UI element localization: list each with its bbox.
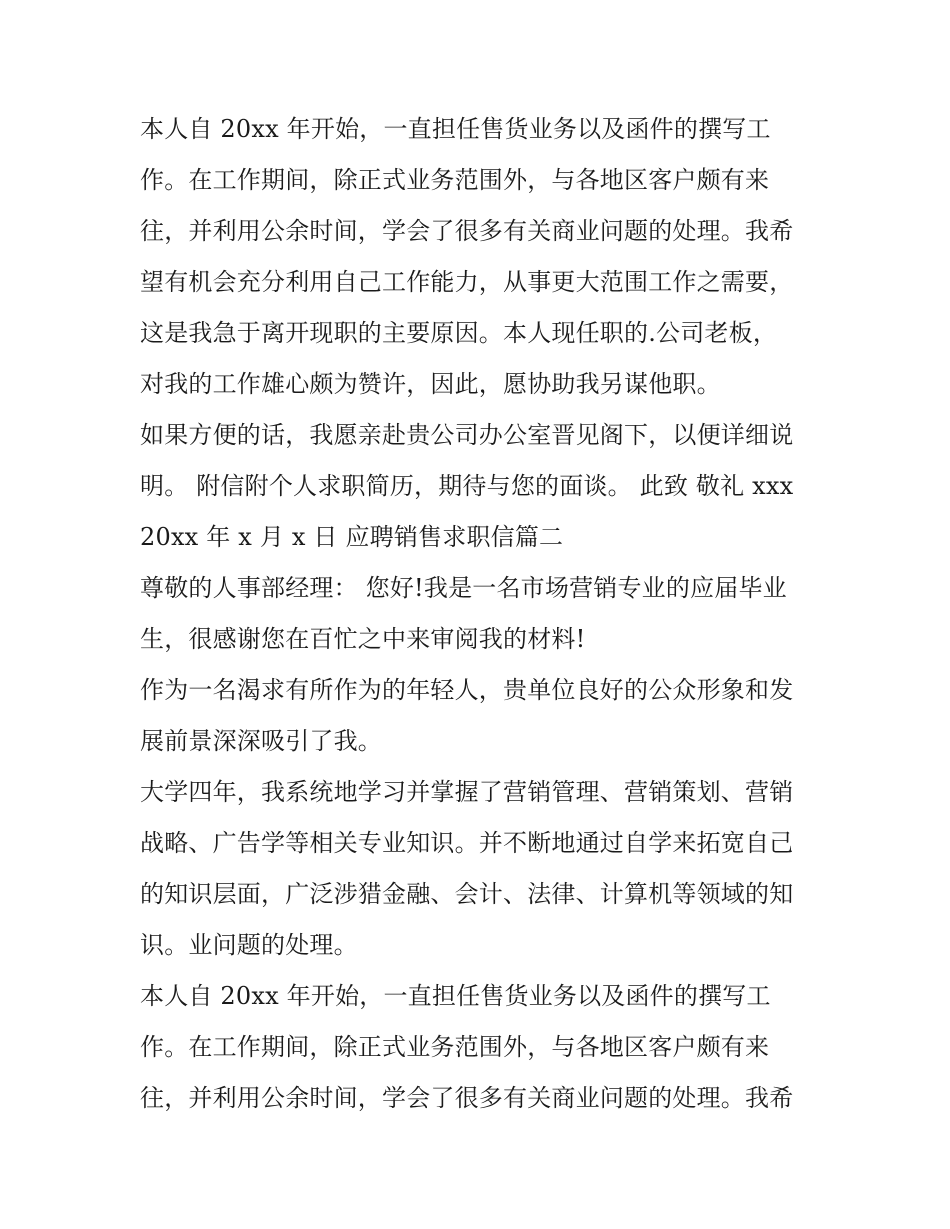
text-line: 往，并利用公余时间，学会了很多有关商业问题的处理。我希 [140,1084,794,1112]
text-line: 20xx 年 x 月 x 日 应聘销售求职信篇二 [140,523,564,551]
text-line: 望有机会充分利用自己工作能力，从事更大范围工作之需要， [140,268,794,296]
text-line: 的知识层面，广泛涉猎金融、会计、法律、计算机等领域的知 [140,880,794,908]
text-line: 识。业问题的处理。 [140,931,358,959]
text-line: 展前景深深吸引了我。 [140,727,382,755]
text-line: 明。 附信附个人求职简历，期待与您的面谈。 此致 敬礼 xxx [140,472,794,500]
text-line: 生，很感谢您在百忙之中来审阅我的材料! [140,625,586,653]
text-line: 战略、广告学等相关专业知识。并不断地通过自学来拓宽自己 [140,829,794,857]
text-line: 对我的工作雄心颇为赞许，因此，愿协助我另谋他职。 [140,370,721,398]
text-line: 这是我急于离开现职的主要原因。本人现任职的.公司老板， [140,319,778,347]
text-line: 尊敬的人事部经理： 您好!我是一名市场营销专业的应届毕业 [140,574,787,602]
text-line: 往，并利用公余时间，学会了很多有关商业问题的处理。我希 [140,217,794,245]
text-line: 本人自 20xx 年开始，一直担任售货业务以及函件的撰写工 [140,115,771,143]
text-line: 作。在工作期间，除正式业务范围外，与各地区客户颇有来 [140,1033,770,1061]
text-line: 作。在工作期间，除正式业务范围外，与各地区客户颇有来 [140,166,770,194]
text-line: 如果方便的话，我愿亲赴贵公司办公室晋见阁下，以便详细说 [140,421,794,449]
text-line: 作为一名渴求有所作为的年轻人，贵单位良好的公众形象和发 [140,676,794,704]
document-body [140,104,830,1124]
text-line: 大学四年，我系统地学习并掌握了营销管理、营销策划、营销 [140,778,794,806]
text-line: 本人自 20xx 年开始，一直担任售货业务以及函件的撰写工 [140,982,771,1010]
